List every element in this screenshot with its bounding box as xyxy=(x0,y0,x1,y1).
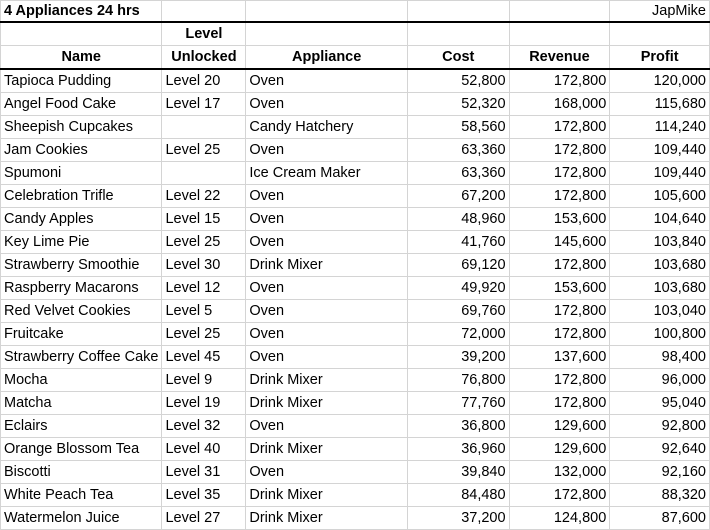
cell-cost[interactable]: 48,960 xyxy=(407,208,509,231)
table-row xyxy=(1,208,710,231)
cell-level[interactable]: Level 25 xyxy=(162,139,246,162)
cell-revenue[interactable]: 172,800 xyxy=(509,392,610,415)
cell-cost[interactable]: 39,200 xyxy=(407,346,509,369)
header-cost[interactable]: Cost xyxy=(407,46,509,70)
cell-profit[interactable]: 95,040 xyxy=(610,392,710,415)
header-profit[interactable]: Profit xyxy=(610,46,710,70)
cell-profit[interactable]: 103,040 xyxy=(610,300,710,323)
cell-cost[interactable]: 77,760 xyxy=(407,392,509,415)
cell-level[interactable]: Level 22 xyxy=(162,185,246,208)
cell-appliance[interactable]: Oven xyxy=(246,69,408,93)
empty-cell[interactable] xyxy=(246,22,408,46)
cell-revenue[interactable]: 137,600 xyxy=(509,346,610,369)
table-row xyxy=(1,139,710,162)
cell-name[interactable]: Celebration Trifle xyxy=(1,185,162,208)
cell-revenue[interactable]: 145,600 xyxy=(509,231,610,254)
table-row xyxy=(1,346,710,369)
cell-profit[interactable]: 92,800 xyxy=(610,415,710,438)
cell-profit[interactable]: 120,000 xyxy=(610,69,710,93)
cell-name[interactable]: Strawberry Smoothie xyxy=(1,254,162,277)
cell-level[interactable]: Level 27 xyxy=(162,507,246,530)
cell-level[interactable]: Level 45 xyxy=(162,346,246,369)
cell-level[interactable]: Level 5 xyxy=(162,300,246,323)
table-row xyxy=(1,277,710,300)
title-row xyxy=(1,1,710,23)
table-row xyxy=(1,392,710,415)
cell-cost[interactable]: 69,120 xyxy=(407,254,509,277)
header-level-unlocked[interactable]: Unlocked xyxy=(162,46,246,70)
table-row xyxy=(1,162,710,185)
empty-cell[interactable] xyxy=(162,1,246,23)
cell-cost[interactable]: 76,800 xyxy=(407,369,509,392)
cell-level[interactable]: Level 40 xyxy=(162,438,246,461)
cell-profit[interactable]: 92,640 xyxy=(610,438,710,461)
cell-profit[interactable]: 87,600 xyxy=(610,507,710,530)
cell-revenue[interactable]: 172,800 xyxy=(509,300,610,323)
cell-cost[interactable]: 36,960 xyxy=(407,438,509,461)
empty-cell[interactable] xyxy=(610,22,710,46)
cell-revenue[interactable]: 153,600 xyxy=(509,277,610,300)
cell-profit[interactable]: 105,600 xyxy=(610,185,710,208)
cell-appliance[interactable]: Oven xyxy=(246,139,408,162)
cell-revenue[interactable]: 172,800 xyxy=(509,116,610,139)
table-row xyxy=(1,300,710,323)
cell-appliance[interactable]: Drink Mixer xyxy=(246,392,408,415)
cell-appliance[interactable]: Ice Cream Maker xyxy=(246,162,408,185)
cell-appliance[interactable]: Oven xyxy=(246,323,408,346)
cell-profit[interactable]: 92,160 xyxy=(610,461,710,484)
cell-cost[interactable]: 67,200 xyxy=(407,185,509,208)
cell-revenue[interactable]: 132,000 xyxy=(509,461,610,484)
cell-appliance[interactable]: Drink Mixer xyxy=(246,507,408,530)
table-row xyxy=(1,323,710,346)
cell-revenue[interactable]: 172,800 xyxy=(509,254,610,277)
cell-level[interactable]: Level 15 xyxy=(162,208,246,231)
cell-level[interactable]: Level 12 xyxy=(162,277,246,300)
table-row xyxy=(1,369,710,392)
cell-revenue[interactable]: 129,600 xyxy=(509,438,610,461)
cell-cost[interactable]: 52,800 xyxy=(407,69,509,93)
cell-name[interactable]: Sheepish Cupcakes xyxy=(1,116,162,139)
cell-level[interactable]: Level 19 xyxy=(162,392,246,415)
cell-profit[interactable]: 104,640 xyxy=(610,208,710,231)
cell-appliance[interactable]: Oven xyxy=(246,346,408,369)
empty-cell[interactable] xyxy=(407,1,509,23)
cell-profit[interactable]: 103,840 xyxy=(610,231,710,254)
table-row xyxy=(1,116,710,139)
cell-cost[interactable]: 39,840 xyxy=(407,461,509,484)
cell-level[interactable]: Level 9 xyxy=(162,369,246,392)
sheet-title[interactable]: 4 Appliances 24 hrs xyxy=(1,1,162,23)
cell-revenue[interactable]: 172,800 xyxy=(509,69,610,93)
cell-appliance[interactable]: Oven xyxy=(246,93,408,116)
empty-cell[interactable] xyxy=(509,22,610,46)
cell-appliance[interactable]: Candy Hatchery xyxy=(246,116,408,139)
cell-appliance[interactable]: Oven xyxy=(246,185,408,208)
cell-cost[interactable]: 63,360 xyxy=(407,162,509,185)
cell-level[interactable]: Level 32 xyxy=(162,415,246,438)
cell-name[interactable]: Jam Cookies xyxy=(1,139,162,162)
cell-cost[interactable]: 84,480 xyxy=(407,484,509,507)
cell-revenue[interactable]: 124,800 xyxy=(509,507,610,530)
cell-name[interactable]: Spumoni xyxy=(1,162,162,185)
cell-level[interactable]: Level 35 xyxy=(162,484,246,507)
cell-name[interactable]: Mocha xyxy=(1,369,162,392)
cell-revenue[interactable]: 129,600 xyxy=(509,415,610,438)
cell-appliance[interactable]: Drink Mixer xyxy=(246,438,408,461)
cell-name[interactable]: Raspberry Macarons xyxy=(1,277,162,300)
header-level-top[interactable]: Level xyxy=(162,22,246,46)
cell-cost[interactable]: 69,760 xyxy=(407,300,509,323)
cell-profit[interactable]: 88,320 xyxy=(610,484,710,507)
cell-appliance[interactable]: Drink Mixer xyxy=(246,254,408,277)
cell-name[interactable]: Red Velvet Cookies xyxy=(1,300,162,323)
cell-revenue[interactable]: 172,800 xyxy=(509,185,610,208)
cell-level[interactable]: Level 31 xyxy=(162,461,246,484)
header-row-top xyxy=(1,22,710,46)
header-appliance[interactable]: Appliance xyxy=(246,46,408,70)
empty-cell[interactable] xyxy=(407,22,509,46)
cell-name[interactable]: Eclairs xyxy=(1,415,162,438)
cell-cost[interactable]: 41,760 xyxy=(407,231,509,254)
cell-level[interactable]: Level 30 xyxy=(162,254,246,277)
cell-name[interactable]: Angel Food Cake xyxy=(1,93,162,116)
cell-cost[interactable]: 37,200 xyxy=(407,507,509,530)
cell-revenue[interactable]: 172,800 xyxy=(509,369,610,392)
cell-profit[interactable]: 115,680 xyxy=(610,93,710,116)
cell-revenue[interactable]: 172,800 xyxy=(509,162,610,185)
cell-name[interactable]: Matcha xyxy=(1,392,162,415)
cell-appliance[interactable]: Oven xyxy=(246,231,408,254)
table-row xyxy=(1,69,710,93)
cell-revenue[interactable]: 168,000 xyxy=(509,93,610,116)
cell-profit[interactable]: 114,240 xyxy=(610,116,710,139)
table-row xyxy=(1,438,710,461)
cell-revenue[interactable]: 153,600 xyxy=(509,208,610,231)
empty-cell[interactable] xyxy=(246,1,408,23)
cell-profit[interactable]: 100,800 xyxy=(610,323,710,346)
cell-revenue[interactable]: 172,800 xyxy=(509,139,610,162)
cell-name[interactable]: Fruitcake xyxy=(1,323,162,346)
cell-name[interactable]: Biscotti xyxy=(1,461,162,484)
cell-level[interactable]: Level 25 xyxy=(162,231,246,254)
table-row xyxy=(1,507,710,530)
cell-name[interactable]: Key Lime Pie xyxy=(1,231,162,254)
cell-profit[interactable]: 109,440 xyxy=(610,139,710,162)
cell-cost[interactable]: 63,360 xyxy=(407,139,509,162)
cell-cost[interactable]: 72,000 xyxy=(407,323,509,346)
cell-appliance[interactable]: Drink Mixer xyxy=(246,484,408,507)
table-row xyxy=(1,93,710,116)
table-row xyxy=(1,415,710,438)
cell-revenue[interactable]: 172,800 xyxy=(509,323,610,346)
cell-revenue[interactable]: 172,800 xyxy=(509,484,610,507)
cell-name[interactable]: Strawberry Coffee Cake xyxy=(1,346,162,369)
table-row xyxy=(1,254,710,277)
header-row-bottom xyxy=(1,46,710,70)
cell-cost[interactable]: 36,800 xyxy=(407,415,509,438)
cell-profit[interactable]: 103,680 xyxy=(610,277,710,300)
table-row xyxy=(1,484,710,507)
table-row xyxy=(1,461,710,484)
cell-appliance[interactable]: Oven xyxy=(246,415,408,438)
cell-cost[interactable]: 52,320 xyxy=(407,93,509,116)
cell-appliance[interactable]: Drink Mixer xyxy=(246,369,408,392)
cell-level[interactable] xyxy=(162,162,246,185)
cell-level[interactable]: Level 17 xyxy=(162,93,246,116)
empty-cell[interactable] xyxy=(1,22,162,46)
cell-name[interactable]: White Peach Tea xyxy=(1,484,162,507)
cell-profit[interactable]: 103,680 xyxy=(610,254,710,277)
header-revenue[interactable]: Revenue xyxy=(509,46,610,70)
cell-profit[interactable]: 109,440 xyxy=(610,162,710,185)
cell-level[interactable]: Level 20 xyxy=(162,69,246,93)
cell-appliance[interactable]: Oven xyxy=(246,277,408,300)
cell-name[interactable]: Candy Apples xyxy=(1,208,162,231)
cell-cost[interactable]: 58,560 xyxy=(407,116,509,139)
cell-name[interactable]: Watermelon Juice xyxy=(1,507,162,530)
cell-profit[interactable]: 98,400 xyxy=(610,346,710,369)
author-name[interactable]: JapMike xyxy=(610,1,710,23)
cell-cost[interactable]: 49,920 xyxy=(407,277,509,300)
cell-name[interactable]: Tapioca Pudding xyxy=(1,69,162,93)
cell-appliance[interactable]: Oven xyxy=(246,461,408,484)
cell-level[interactable]: Level 25 xyxy=(162,323,246,346)
cell-profit[interactable]: 96,000 xyxy=(610,369,710,392)
cell-name[interactable]: Orange Blossom Tea xyxy=(1,438,162,461)
cell-level[interactable] xyxy=(162,116,246,139)
header-name[interactable]: Name xyxy=(1,46,162,70)
cell-appliance[interactable]: Oven xyxy=(246,208,408,231)
table-row xyxy=(1,185,710,208)
empty-cell[interactable] xyxy=(509,1,610,23)
cell-appliance[interactable]: Oven xyxy=(246,300,408,323)
table-row xyxy=(1,231,710,254)
